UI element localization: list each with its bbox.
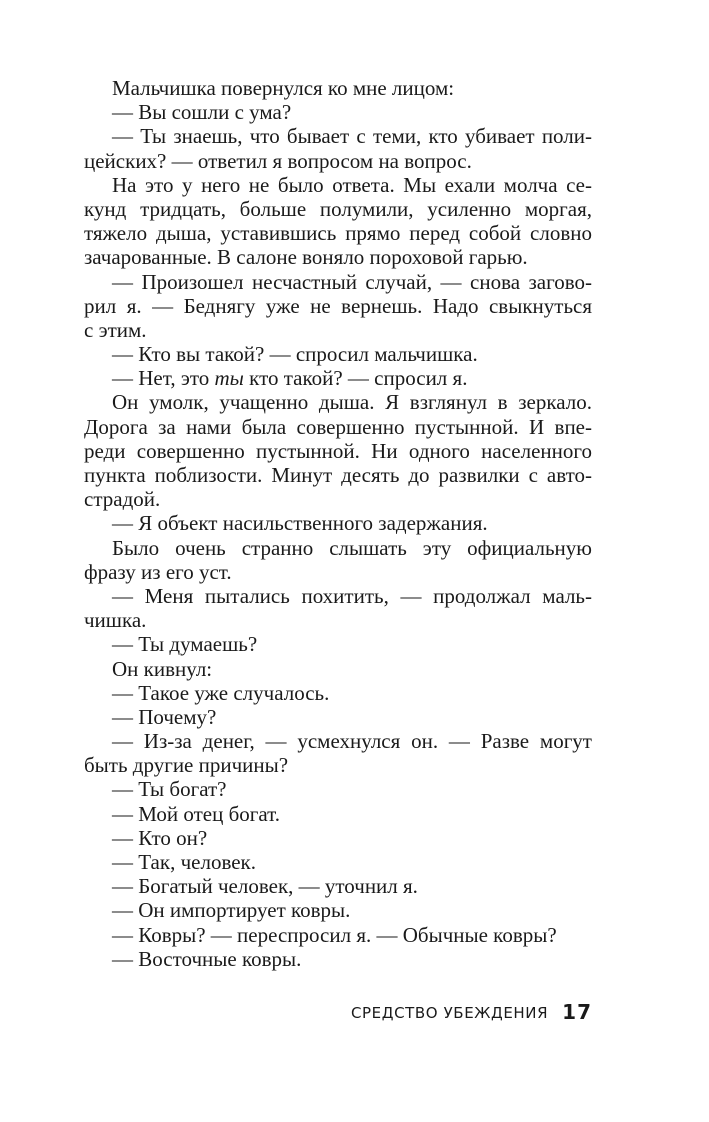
text-line: — Почему? [112,704,217,729]
text-line: Было очень странно слышать эту официальную [112,535,592,560]
text-line: фразу из его уст. [84,559,232,584]
text-line: — Он импортирует ковры. [112,898,351,923]
text-line: быть другие причины? [84,753,289,778]
text-line: рил я. — Беднягу уже не вернешь. Надо свыкнуться [84,293,592,318]
text-line: На это у него не было ответа. Мы ехали молча се- [112,172,592,197]
text-line: пункта поблизости. Минут десять до развилки с авто- [84,463,592,487]
text-fragment: кто такой? — спросил я. [243,366,468,391]
text-line: — Восточные ковры. [112,946,302,971]
text-line [84,366,592,390]
text-line: — Ты думаешь? [112,632,258,657]
text-line: — Я объект насильственного задержания. [112,511,488,536]
text-line: зачарованные. В салоне воняло пороховой гарью. [84,245,528,270]
text-line: чишка. [84,608,147,633]
text-line: цейских? — ответил я вопросом на вопрос. [84,148,472,173]
text-line: — Так, человек. [112,850,257,874]
text-line: Дорога за нами была совершенно пустынной. И впе- [84,414,592,439]
text-line: — Ты знаешь, что бывает с теми, кто убивает поли- [112,124,592,149]
text-line: — Кто он? [112,825,208,850]
text-line: — Мой отец богат. [112,801,281,826]
text-line: — Богатый человек, — уточнил я. [112,874,418,899]
text-line: Мальчишка повернулся ко мне лицом: [112,76,455,100]
text-line: Он умолк, учащенно дыша. Я взглянул в зеркало. [112,390,592,415]
text-line: — Ты богат? [112,777,227,802]
text-line: — Ковры? — переспросил я. — Обычные ковры? [112,922,557,947]
text-line: кунд тридцать, больше полумили, усиленно моргая, [84,196,592,221]
running-title: СРЕДСТВО УБЕЖДЕНИЯ [350,1003,549,1022]
text-fragment: — Нет, это [112,366,215,391]
text-line: Он кивнул: [112,656,213,681]
text-line: реди совершенно пустынной. Ни одного населенного [84,438,592,463]
text-line: — Вы сошли с ума? [112,100,292,125]
text-line: страдой. [84,487,161,512]
text-line: — Из-за денег, — усмехнулся он. — Разве могут [112,729,592,754]
text-line: — Такое уже случалось. [112,680,330,705]
text-line: тяжело дыша, уставившись прямо перед собой словно [84,221,592,246]
text-line: с этим. [84,317,147,342]
body-text [84,76,592,971]
emphasis-word: ты [214,366,244,391]
page-number: 17 [562,1000,592,1024]
text-line: — Произошел несчастный случай, — снова загово- [112,269,592,294]
page-footer [84,998,592,1026]
text-line: — Кто вы такой? — спросил мальчишка. [112,342,478,367]
text-line: — Меня пытались похитить, — продолжал маль- [112,583,592,608]
